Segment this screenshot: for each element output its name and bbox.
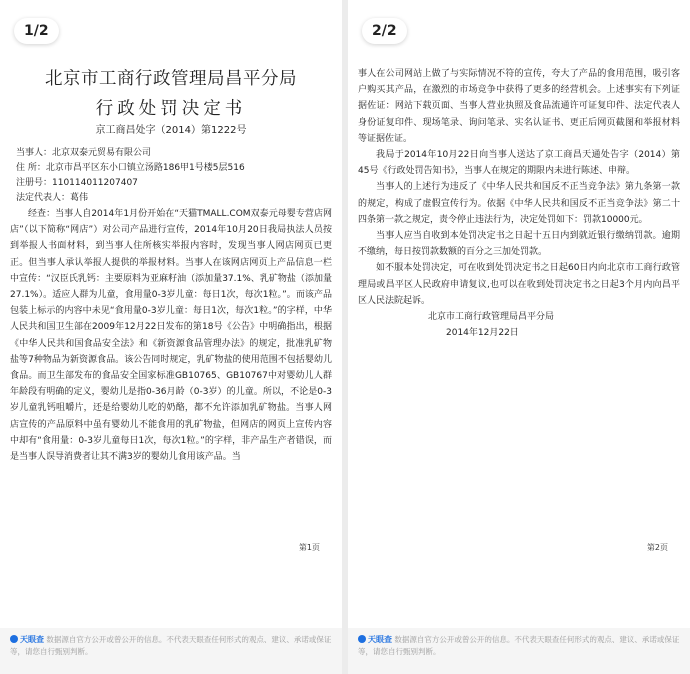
paragraph-payment: 当事人应当自收到本处罚决定书之日起十五日内到就近银行缴纳罚款。逾期不缴纳，每日按罚款数额的百分之三加处罚款。	[358, 231, 680, 258]
page-number: 第1页	[298, 543, 320, 552]
tianyancha-logo-icon	[358, 635, 366, 643]
paragraph-facts: 经查：当事人自2014年1月份开始在“天猫TMALL.COM双泰元母婴专营店网店”（以下简称“网店”）对公司产品进行宣传，2014年10月20日我局执法人员按到举报人书面材料，到当事人住所核实举报内容时，发现当事人网店网页已更正。但当事人承认举报人提供的举报材料。当事人在该网店网页上产品信息一栏中宣传：“汉臣氏乳钙：主要原料为亚麻籽油（添加量37.1%、乳矿物盐（添加量27.1%）。适应人群为儿童，食用量0-3岁儿童：每日1次，每次1粒。”。而该产品包装上标示的内容中未见“食用量0-3岁儿童：每日1次，每次1粒。”的字样，中华人民共和国卫生部在2009年12月22日发布的第18号《公告》中明确指出，根据《中华人民共和国食品安全法》和《新资源食品管理办法》的规定，批准乳矿物盐等7种物品为新资源食品。该公告同时规定，乳矿物盐的使用范围不包括婴幼儿食品。而卫生部发布的食品安全国家标准GB10765、GB10767中对婴幼儿人群年龄段有明确的定义，婴幼儿是指0-36月龄（0-3岁）的儿童。所以，不论是0-3岁儿童乳钙咀嚼片，还是给婴幼儿吃的奶酪，都不允许添加乳矿物盐。当事人网店宣传的产品原料中虽有婴幼儿不能食用的乳矿物盐，但网店的网页上宣传内容中却有“食用量：0-3岁儿童每日1次，每次1粒。”的字样，非产品生产者错误，而是当事人误导消费者让其不满3岁的婴幼儿食用该产品。当	[10, 209, 332, 463]
footer-disclaimer-text: 数据源自官方公开或曾公开的信息。不代表天眼查任何形式的观点、建议、承诺或保证等，请您自行甄别判断。	[10, 635, 332, 656]
footer-disclaimer-text: 数据源自官方公开或曾公开的信息。不代表天眼查任何形式的观点、建议、承诺或保证等，请您自行甄别判断。	[358, 635, 680, 656]
party-info	[10, 146, 332, 206]
document-title-type: 行政处罚决定书	[95, 99, 247, 119]
document-content	[10, 56, 332, 465]
document-body	[358, 66, 680, 309]
document-page-1	[0, 0, 342, 674]
footer-brand: 天眼查	[368, 635, 392, 644]
footer-brand: 天眼查	[20, 635, 44, 644]
paragraph-violation: 当事人的上述行为违反了《中华人民共和国反不正当竞争法》第九条第一款的规定，构成了虚假宣传行为。依据《中华人民共和国反不正当竞争法》第二十四条第一款之规定，责令停止违法行为，决定处罚如下：罚款10000元。	[358, 182, 680, 225]
page-indicator: 1/2	[14, 18, 59, 44]
footer-disclaimer	[348, 628, 690, 674]
document-content	[358, 66, 680, 341]
paragraph-appeal: 如不服本处罚决定，可在收到处罚决定书之日起60日内向北京市工商行政管理局或昌平区人民政府申请复议,也可以在收到处罚决定书之日起3个月内向昌平区人民法院起诉。	[358, 263, 680, 306]
signature-block	[358, 309, 680, 341]
tianyancha-logo-icon	[10, 635, 18, 643]
signature-org: 北京市工商行政管理局昌平分局	[428, 312, 555, 323]
footer-disclaimer	[0, 628, 342, 674]
document-body	[10, 206, 332, 465]
document-title-agency: 北京市工商行政管理局昌平分局	[45, 69, 297, 89]
document-number: 京工商昌处字（2014）第1222号	[95, 125, 247, 136]
party-name: 当事人：北京双泰元贸易有限公司	[16, 148, 152, 158]
paragraph-facts-continued: 事人在公司网站上做了与实际情况不符的宣传，夸大了产品的食用范围，吸引客户购买其产品，在激烈的市场竞争中获得了更多的经营机会。上述事实有下列证据佐证：网站下载页面、当事人营业执照及食品流通许可证复印件、法定代表人身份证复印件、现场笔录、询问笔录、实名认证书、更正后网页截图和举报材料等证据佐证。	[358, 69, 680, 144]
paragraph-notice: 我局于2014年10月22日向当事人送达了京工商昌天通处告字（2014）第45号《行政处罚告知书》，当事人在规定的期限内未进行陈述、申辩。	[358, 150, 680, 177]
party-legal-representative: 法定代表人：葛伟	[16, 193, 89, 203]
signature-date: 2014年12月22日	[446, 328, 519, 339]
page-indicator: 2/2	[362, 18, 407, 44]
page-number: 第2页	[646, 543, 668, 552]
party-address: 住 所：北京市昌平区东小口镇立汤路186甲1号楼5层516	[16, 163, 245, 173]
party-registration-number: 注册号：110114011207407	[16, 178, 138, 188]
document-page-2	[348, 0, 690, 674]
